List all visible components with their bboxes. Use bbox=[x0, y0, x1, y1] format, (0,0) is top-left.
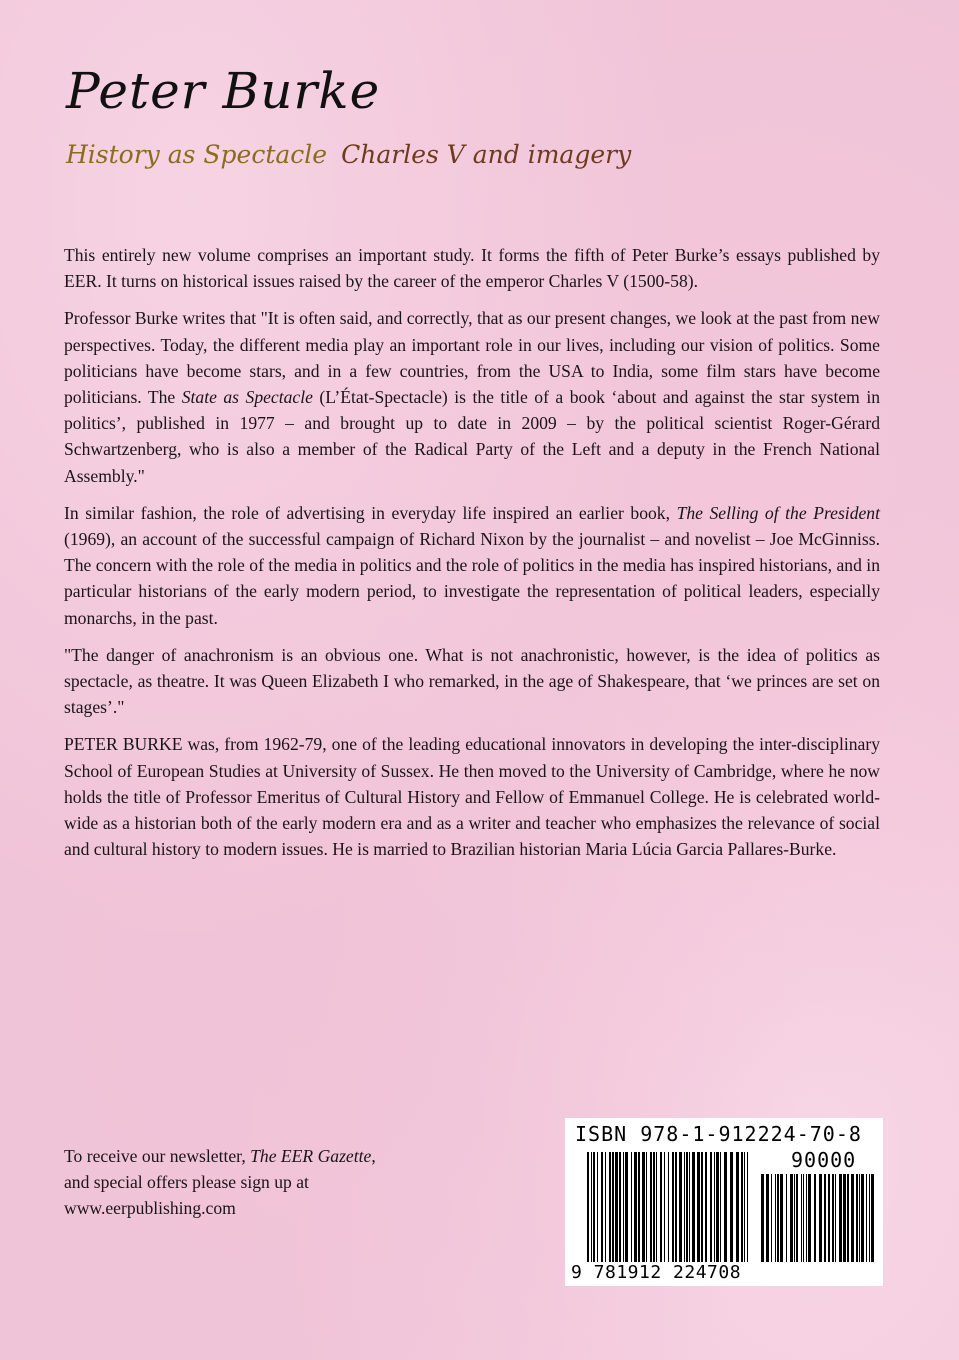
barcode-bar bbox=[790, 1174, 793, 1262]
barcode-bar bbox=[808, 1174, 811, 1262]
book-title-state-as-spectacle: State as Spectacle bbox=[181, 387, 313, 408]
barcode-bar bbox=[761, 1174, 764, 1262]
barcode-bar bbox=[664, 1152, 665, 1262]
book-title-selling-of-the-president: The Selling of the President bbox=[676, 502, 880, 523]
barcode-bar bbox=[625, 1152, 628, 1262]
barcode-bar bbox=[856, 1174, 858, 1262]
gazette-title: The EER Gazette bbox=[250, 1146, 372, 1166]
barcode-bar bbox=[716, 1152, 719, 1262]
barcode-bar bbox=[634, 1152, 637, 1262]
barcode-bar bbox=[866, 1174, 867, 1262]
barcode-bar bbox=[835, 1174, 836, 1262]
barcode-bar bbox=[638, 1152, 640, 1262]
barcode-bar bbox=[847, 1174, 849, 1262]
ean-digits: 9 781912 224708 bbox=[571, 1262, 742, 1283]
barcode-bar bbox=[605, 1152, 606, 1262]
subtitle-part-1: History as Spectacle bbox=[66, 140, 328, 169]
barcode-bar bbox=[771, 1174, 772, 1262]
paragraph-advertising bbox=[64, 500, 880, 631]
barcode-bar bbox=[593, 1152, 595, 1262]
barcode-bar bbox=[871, 1174, 874, 1262]
barcode-bar bbox=[806, 1174, 807, 1262]
barcode-bar bbox=[619, 1152, 621, 1262]
barcode-bar bbox=[587, 1152, 589, 1262]
barcode-bar bbox=[650, 1152, 652, 1262]
barcode-bar bbox=[869, 1174, 870, 1262]
barcode-bar bbox=[730, 1152, 733, 1262]
barcode-bar bbox=[766, 1174, 769, 1262]
barcode-bar bbox=[794, 1174, 795, 1262]
barcode-bar bbox=[786, 1174, 787, 1262]
addon-bars bbox=[761, 1174, 874, 1262]
barcode-bar bbox=[828, 1174, 830, 1262]
barcode-bar bbox=[832, 1174, 834, 1262]
barcode-bar bbox=[612, 1152, 614, 1262]
book-subtitle bbox=[66, 140, 631, 169]
barcode-bar bbox=[777, 1174, 779, 1262]
barcode-bar bbox=[601, 1152, 603, 1262]
paragraph-intro: This entirely new volume comprises an important study. It forms the fifth of Peter Burke’s essays published by EER. It turns on historical issues raised by the career of the emperor Charles V (1500-58). bbox=[64, 245, 880, 292]
barcode-bar bbox=[801, 1174, 802, 1262]
barcode-bar bbox=[861, 1174, 864, 1262]
newsletter-note bbox=[64, 1143, 424, 1221]
subtitle-part-2: Charles V and imagery bbox=[341, 140, 632, 169]
barcode-bar bbox=[697, 1152, 700, 1262]
barcode-bar bbox=[714, 1152, 715, 1262]
barcode-bar bbox=[744, 1152, 745, 1262]
paragraph-advertising-text-b: (1969), an account of the successful campaign of Richard Nixon by the journalist – and novelist – Joe McGinniss. The concern with the role of the media in politics and the role of politics in the media has inspired historians, and in particular historians of the early modern period, to investigate the representation of political leaders, especially monarchs, in the past. bbox=[64, 529, 880, 628]
barcode-bar bbox=[646, 1152, 647, 1262]
barcode-bar bbox=[597, 1152, 598, 1262]
ean-bars-main bbox=[587, 1152, 748, 1262]
barcode-bar bbox=[780, 1174, 783, 1262]
paragraph-author-bio: PETER BURKE was, from 1962-79, one of the leading educational innovators in developing the inter-disciplinary School of European Studies at University of Sussex. He then moved to the University of Cambridge, where he now holds the title of Professor Emeritus of Cultural History and Fellow of Emmanuel College. He is celebrated world-wide as a historian both of the early modern era and as a writer and teacher who emphasizes the relevance of social and cultural history to modern issues. He is married to Brazilian historian Maria Lúcia Garcia Pallares-Burke. bbox=[64, 734, 880, 860]
author-name: Peter Burke bbox=[66, 62, 381, 120]
barcode-bar bbox=[686, 1152, 688, 1262]
barcode-bar bbox=[591, 1152, 592, 1262]
barcode-bar bbox=[668, 1152, 669, 1262]
paragraph-quote-text-b: (L’État-Spectacle) is the title of a book ‘about and against the star system in politics’, published in 1977 – and brought up to date in 2009 – by the political scientist Roger-Gérard Schwartzenberg, who is also a member of the Radical Party of the Left and a deputy in the French National Assembly." bbox=[64, 387, 880, 486]
barcode-bar bbox=[724, 1152, 727, 1262]
barcode-bar bbox=[672, 1152, 674, 1262]
paragraph-quote-text-a: Professor Burke writes that "It is often said, and correctly, that as our present changes, we look at the past from new perspectives. Today, the different media play an important role in our lives, including our vision of politics. Some politicians have become stars, and in a few countries, from the USA to India, some film stars have become politicians. The bbox=[64, 308, 880, 408]
barcode-bar bbox=[609, 1152, 611, 1262]
newsletter-line-2: and special offers please sign up at bbox=[64, 1172, 309, 1192]
barcode-bar bbox=[679, 1152, 682, 1262]
barcode-bar bbox=[631, 1152, 632, 1262]
barcode-bar bbox=[653, 1152, 655, 1262]
barcode-bar bbox=[675, 1152, 677, 1262]
barcode-bar bbox=[819, 1174, 822, 1262]
newsletter-line-1 bbox=[64, 1143, 424, 1169]
barcode-bar bbox=[615, 1152, 618, 1262]
barcode-bar bbox=[859, 1174, 860, 1262]
barcode-bar bbox=[705, 1152, 707, 1262]
barcode-bar bbox=[803, 1174, 804, 1262]
newsletter-text: To receive our newsletter, bbox=[64, 1146, 251, 1166]
barcode-bar bbox=[824, 1174, 826, 1262]
barcode-bar bbox=[851, 1174, 854, 1262]
isbn-number: ISBN 978-1-912224-70-8 bbox=[575, 1122, 862, 1146]
barcode-bar bbox=[814, 1174, 816, 1262]
price-code: 90000 bbox=[791, 1148, 857, 1172]
barcode-bar bbox=[623, 1152, 624, 1262]
barcode-bar bbox=[701, 1152, 703, 1262]
publisher-website[interactable]: www.eerpublishing.com bbox=[64, 1198, 236, 1218]
barcode-bar bbox=[692, 1152, 695, 1262]
isbn-barcode bbox=[565, 1118, 883, 1286]
newsletter-comma: , bbox=[371, 1146, 376, 1166]
blurb bbox=[64, 242, 880, 873]
barcode-bar bbox=[710, 1152, 712, 1262]
barcode-bar bbox=[736, 1152, 739, 1262]
barcode-bar bbox=[656, 1152, 657, 1262]
barcode-bar bbox=[775, 1174, 776, 1262]
barcode-bar bbox=[660, 1152, 662, 1262]
barcode-bar bbox=[843, 1174, 846, 1262]
paragraph-anachronism: "The danger of anachronism is an obvious one. What is not anachronistic, however, is the idea of politics as spectacle, as theatre. It was Queen Elizabeth I who remarked, in the age of Shakespeare, that ‘we princes are set on stages’." bbox=[64, 644, 880, 718]
barcode-bar bbox=[720, 1152, 721, 1262]
paragraph-quote bbox=[64, 305, 880, 488]
barcode-bar bbox=[796, 1174, 798, 1262]
barcode-bar bbox=[642, 1152, 645, 1262]
barcode-bar bbox=[741, 1152, 743, 1262]
barcode-bar bbox=[689, 1152, 690, 1262]
barcode-bar bbox=[747, 1152, 748, 1262]
paragraph-advertising-text-a: In similar fashion, the role of advertising in everyday life inspired an earlier book, bbox=[64, 502, 677, 523]
barcode-bar bbox=[684, 1152, 685, 1262]
barcode-bar bbox=[839, 1174, 842, 1262]
barcode-bars bbox=[565, 1118, 883, 1286]
